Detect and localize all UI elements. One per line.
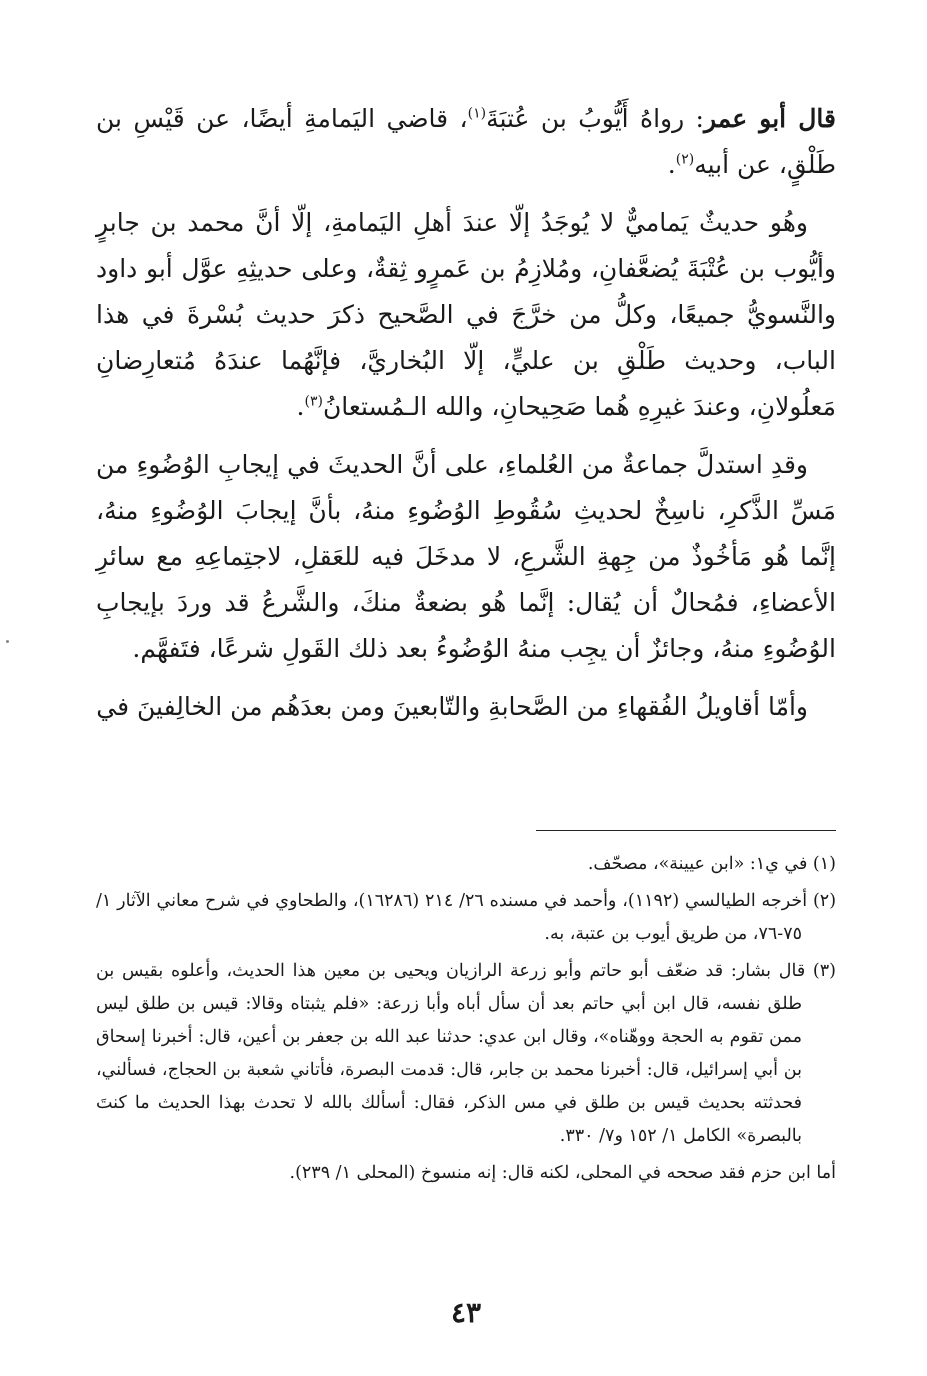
book-page xyxy=(96,96,837,1329)
page-number: ٤٣ xyxy=(450,1296,482,1329)
paragraph-2 xyxy=(96,200,836,430)
footnote-3-continuation: أما ابن حزم فقد صححه في المحلى، لكنه قال: إنه منسوخ (المحلى ١/ ٢٣٩). xyxy=(289,1163,836,1183)
paragraph-1-text-cont: ، قاضي اليَمامةِ أيضًا، عن قَيْسِ بن طَلْقٍ، عن أبيه xyxy=(96,104,836,179)
footnote-ref-2[interactable]: (٢) xyxy=(675,151,695,168)
paragraph-1-text: : رواهُ أَيُّوبُ بن عُتبَةَ xyxy=(486,104,704,133)
footnote-1: (١) في ي١: «ابن عيينة»، مصحّف. xyxy=(587,854,836,874)
speaker-name: قال أبو عمر xyxy=(703,104,836,133)
footnote-3: (٣) قال بشار: قد ضعّف أبو حاتم وأبو زرعة الرازيان ويحيى بن معين هذا الحديث، وأعلوه بقيس بن طلق نفسه، قال ابن أبي حاتم بعد أن سأل أباه وأبا زرعة: «فلم يثبتاه وقالا: قيس بن طلق ليس ممن تقوم به الحجة ووهّناه»، وقال ابن عدي: حدثنا عبد الله بن جعفر بن أعين، قال: أخبرنا إسحاق بن أبي إسرائيل، قال: أخبرنا محمد بن جابر، قال: قدمت البصرة، فأتاني شعبة بن الحجاج، فسألني، فحدثته بحديث قيس بن طلق في مس الذكر، فقال: أسألك بالله لا تحدث بهذا الحديث ما كنتَ بالبصرة» الكامل ١/ ١٥٢ و٧/ ٣٣٠. xyxy=(96,961,836,1146)
footnote-ref-1[interactable]: (١) xyxy=(467,105,487,122)
footnotes xyxy=(96,848,836,1190)
paragraph-1 xyxy=(96,96,836,188)
margin-dot xyxy=(6,640,9,643)
footnote-2: (٢) أخرجه الطيالسي (١١٩٢)، وأحمد في مسنده ٢٦/ ٢١٤ (١٦٢٨٦)، والطحاوي في شرح معاني الآثار ١/ ٧٥-٧٦، من طريق أيوب بن عتبة، به. xyxy=(96,891,837,944)
paragraph-1-end: . xyxy=(667,150,676,179)
paragraph-2-end: . xyxy=(296,392,305,421)
paragraph-3: وقدِ استدلَّ جماعةٌ من العُلماءِ، على أنَّ الحديثَ في إيجابِ الوُضُوءِ من مَسِّ الذَّكرِ، ناسِخٌ لحديثِ سُقُوطِ الوُضُوءِ منهُ، بأنَّ إيجابَ الوُضُوءِ منهُ، إنَّما هُو مَأخُوذٌ من جِهةِ الشَّرعِ، لا مدخَلَ فيه للعَقلِ، لاجتِماعِهِ مع سائرِ الأعضاءِ، فمُحالٌ أن يُقال: إنَّما هُو بضعةٌ منكَ، والشَّرعُ قد وردَ بإيجابِ الوُضُوءِ منهُ، وجائزٌ أن يجِب منهُ الوُضُوءُ بعد ذلك القَولِ شرعًا، فتَفهَّم. xyxy=(96,450,836,663)
paragraph-4: وأمّا أقاويلُ الفُقهاءِ من الصَّحابةِ والتّابعينَ ومن بعدَهُم من الخالِفينَ في xyxy=(96,692,808,721)
paragraph-2-text: وهُو حديثٌ يَماميٌّ لا يُوجَدُ إلّا عندَ أهلِ اليَمامةِ، إلّا أنَّ محمد بن جابرٍ وأيُّوب بن عُتْبَةَ يُضعَّفانِ، ومُلازِمُ بن عَمرٍو ثِقةٌ، وعلى حديثِهِ عوَّل أبو داود والنَّسويُّ جميعًا، وكلُّ من خرَّجَ في الصَّحيح ذكرَ حديث بُسْرةَ في هذا الباب، وحديث طَلْقِ بن عليٍّ، إلّا البُخاريَّ، فإنَّهُما عندَهُ مُتعارِضانِ مَعلُولانِ، وعندَ غيرِهِ هُما صَحِيحانِ، والله الـمُستعانُ xyxy=(96,208,836,421)
main-text xyxy=(96,96,836,730)
footnote-ref-3[interactable]: (٣) xyxy=(304,393,323,410)
footnote-divider xyxy=(536,830,836,831)
